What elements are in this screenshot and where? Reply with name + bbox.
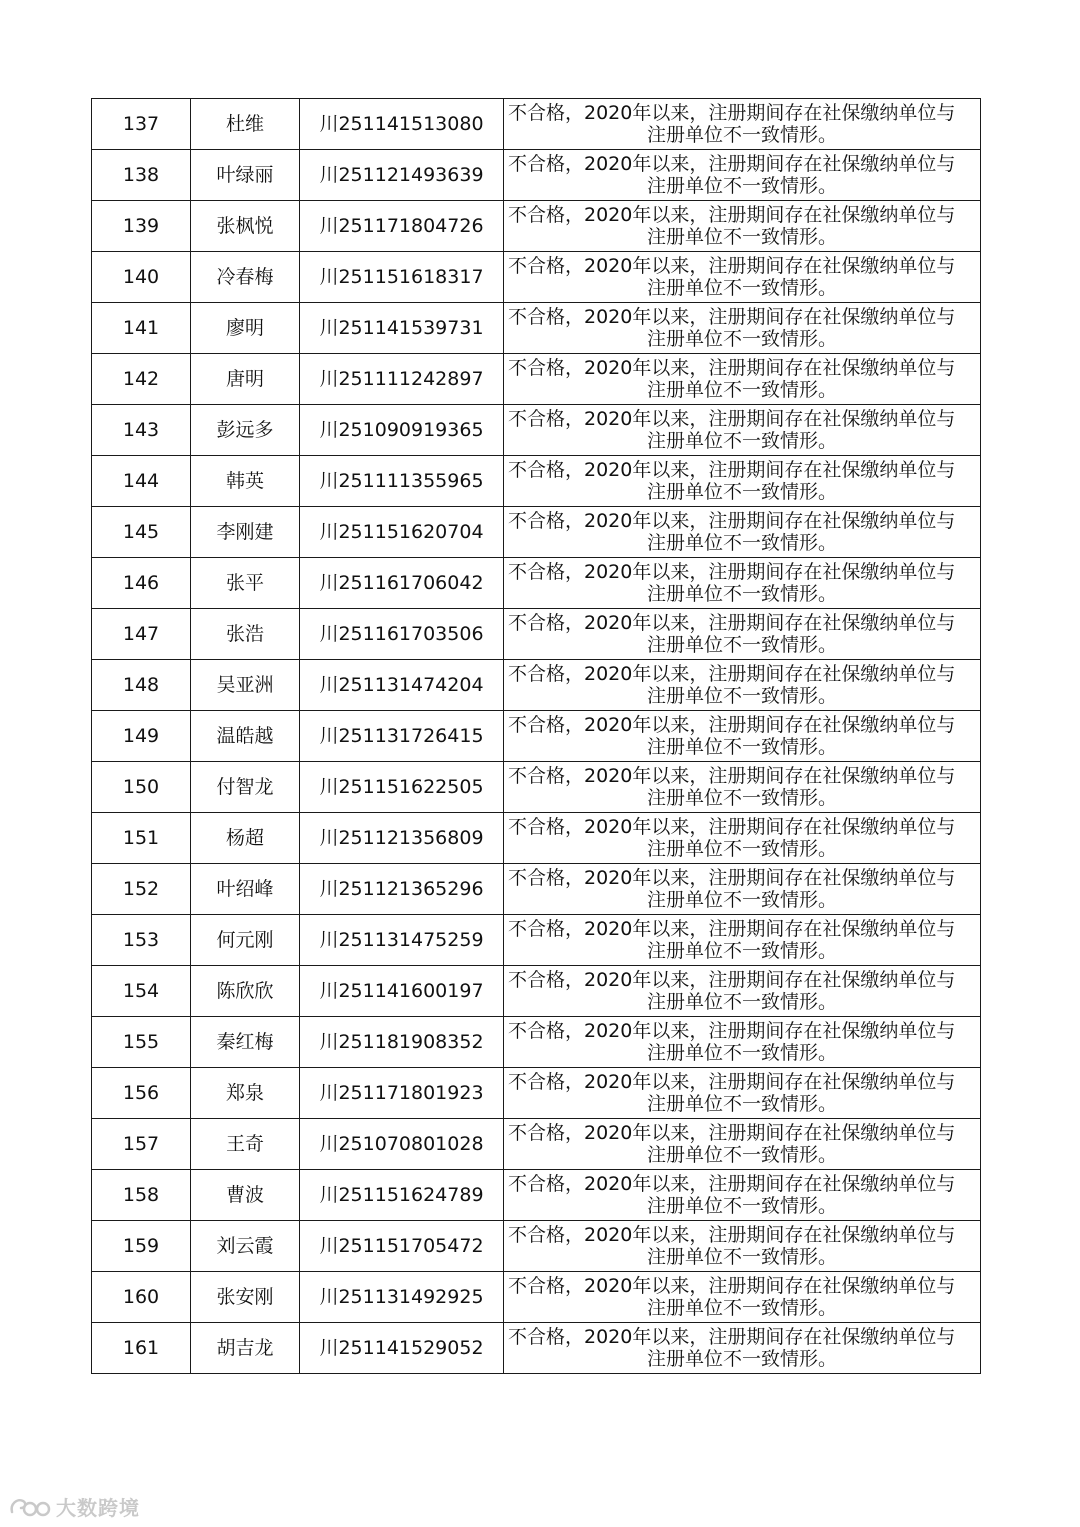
registration-number: 川251131474204 (300, 660, 504, 711)
person-name: 刘云霞 (191, 1221, 300, 1272)
check-result-line-2: 注册单位不一致情形。 (646, 481, 837, 503)
registration-number: 川251141529052 (300, 1323, 504, 1374)
table-row (92, 303, 981, 354)
registration-number: 川251151620704 (300, 507, 504, 558)
table-row (92, 915, 981, 966)
results-table (91, 98, 981, 1374)
person-name: 胡吉龙 (191, 1323, 300, 1374)
registration-number: 川251151705472 (300, 1221, 504, 1272)
check-result-line-1: 不合格，2020年以来，注册期间存在社保缴纳单位与 (508, 663, 956, 685)
row-number: 151 (92, 813, 191, 864)
check-result-line-2: 注册单位不一致情形。 (646, 1042, 837, 1064)
person-name: 冷春梅 (191, 252, 300, 303)
check-result (504, 1170, 981, 1221)
table-row (92, 966, 981, 1017)
registration-number: 川251161706042 (300, 558, 504, 609)
check-result-line-1: 不合格，2020年以来，注册期间存在社保缴纳单位与 (508, 1173, 956, 1195)
table-row (92, 558, 981, 609)
table-row (92, 456, 981, 507)
registration-number: 川251070801028 (300, 1119, 504, 1170)
check-result (504, 456, 981, 507)
check-result-line-2: 注册单位不一致情形。 (646, 532, 837, 554)
check-result-line-1: 不合格，2020年以来，注册期间存在社保缴纳单位与 (508, 714, 956, 736)
check-result-line-2: 注册单位不一致情形。 (646, 1297, 837, 1319)
table-row (92, 1323, 981, 1374)
person-name: 张枫悦 (191, 201, 300, 252)
check-result-line-2: 注册单位不一致情形。 (646, 685, 837, 707)
person-name: 彭远多 (191, 405, 300, 456)
check-result (504, 762, 981, 813)
check-result (504, 558, 981, 609)
registration-number: 川251131726415 (300, 711, 504, 762)
row-number: 147 (92, 609, 191, 660)
check-result (504, 1017, 981, 1068)
person-name: 杜维 (191, 99, 300, 150)
row-number: 141 (92, 303, 191, 354)
registration-number: 川251111242897 (300, 354, 504, 405)
table-row (92, 201, 981, 252)
results-table-container (91, 98, 980, 1374)
row-number: 148 (92, 660, 191, 711)
check-result-line-1: 不合格，2020年以来，注册期间存在社保缴纳单位与 (508, 255, 956, 277)
check-result-line-1: 不合格，2020年以来，注册期间存在社保缴纳单位与 (508, 102, 956, 124)
check-result-line-1: 不合格，2020年以来，注册期间存在社保缴纳单位与 (508, 867, 956, 889)
person-name: 杨超 (191, 813, 300, 864)
check-result-line-1: 不合格，2020年以来，注册期间存在社保缴纳单位与 (508, 918, 956, 940)
check-result-line-2: 注册单位不一致情形。 (646, 736, 837, 758)
registration-number: 川251141600197 (300, 966, 504, 1017)
check-result (504, 1323, 981, 1374)
table-row (92, 507, 981, 558)
row-number: 158 (92, 1170, 191, 1221)
check-result-line-1: 不合格，2020年以来，注册期间存在社保缴纳单位与 (508, 408, 956, 430)
table-row (92, 99, 981, 150)
check-result-line-2: 注册单位不一致情形。 (646, 634, 837, 656)
check-result (504, 1119, 981, 1170)
watermark-text: 大数跨境 (56, 1496, 140, 1520)
table-row (92, 1221, 981, 1272)
person-name: 付智龙 (191, 762, 300, 813)
check-result (504, 99, 981, 150)
check-result-line-1: 不合格，2020年以来，注册期间存在社保缴纳单位与 (508, 1326, 956, 1348)
table-row (92, 1272, 981, 1323)
row-number: 145 (92, 507, 191, 558)
check-result (504, 609, 981, 660)
person-name: 张浩 (191, 609, 300, 660)
registration-number: 川251181908352 (300, 1017, 504, 1068)
check-result-line-1: 不合格，2020年以来，注册期间存在社保缴纳单位与 (508, 1224, 956, 1246)
registration-number: 川251161703506 (300, 609, 504, 660)
person-name: 温皓越 (191, 711, 300, 762)
check-result (504, 201, 981, 252)
registration-number: 川251151618317 (300, 252, 504, 303)
registration-number: 川251141513080 (300, 99, 504, 150)
check-result-line-1: 不合格，2020年以来，注册期间存在社保缴纳单位与 (508, 1122, 956, 1144)
check-result (504, 1272, 981, 1323)
person-name: 曹波 (191, 1170, 300, 1221)
check-result-line-2: 注册单位不一致情形。 (646, 379, 837, 401)
check-result-line-1: 不合格，2020年以来，注册期间存在社保缴纳单位与 (508, 561, 956, 583)
registration-number: 川251121365296 (300, 864, 504, 915)
person-name: 王奇 (191, 1119, 300, 1170)
check-result-line-2: 注册单位不一致情形。 (646, 277, 837, 299)
table-row (92, 150, 981, 201)
check-result-line-2: 注册单位不一致情形。 (646, 583, 837, 605)
person-name: 秦红梅 (191, 1017, 300, 1068)
check-result-line-2: 注册单位不一致情形。 (646, 787, 837, 809)
registration-number: 川251171801923 (300, 1068, 504, 1119)
row-number: 140 (92, 252, 191, 303)
row-number: 160 (92, 1272, 191, 1323)
person-name: 叶绿丽 (191, 150, 300, 201)
row-number: 153 (92, 915, 191, 966)
check-result-line-1: 不合格，2020年以来，注册期间存在社保缴纳单位与 (508, 1071, 956, 1093)
person-name: 何元刚 (191, 915, 300, 966)
check-result (504, 150, 981, 201)
check-result (504, 966, 981, 1017)
row-number: 157 (92, 1119, 191, 1170)
person-name: 叶绍峰 (191, 864, 300, 915)
row-number: 152 (92, 864, 191, 915)
row-number: 149 (92, 711, 191, 762)
check-result-line-2: 注册单位不一致情形。 (646, 991, 837, 1013)
watermark-logo-icon (8, 1494, 52, 1520)
check-result (504, 864, 981, 915)
registration-number: 川251171804726 (300, 201, 504, 252)
table-row (92, 711, 981, 762)
registration-number: 川251141539731 (300, 303, 504, 354)
row-number: 142 (92, 354, 191, 405)
registration-number: 川251131492925 (300, 1272, 504, 1323)
table-row (92, 1119, 981, 1170)
check-result-line-2: 注册单位不一致情形。 (646, 1093, 837, 1115)
check-result-line-2: 注册单位不一致情形。 (646, 1144, 837, 1166)
row-number: 154 (92, 966, 191, 1017)
registration-number: 川251151622505 (300, 762, 504, 813)
check-result-line-2: 注册单位不一致情形。 (646, 175, 837, 197)
check-result-line-2: 注册单位不一致情形。 (646, 838, 837, 860)
check-result-line-2: 注册单位不一致情形。 (646, 1195, 837, 1217)
registration-number: 川251121493639 (300, 150, 504, 201)
check-result-line-2: 注册单位不一致情形。 (646, 940, 837, 962)
table-row (92, 1017, 981, 1068)
check-result-line-1: 不合格，2020年以来，注册期间存在社保缴纳单位与 (508, 969, 956, 991)
check-result (504, 1068, 981, 1119)
check-result-line-1: 不合格，2020年以来，注册期间存在社保缴纳单位与 (508, 612, 956, 634)
check-result-line-1: 不合格，2020年以来，注册期间存在社保缴纳单位与 (508, 357, 956, 379)
person-name: 吴亚洲 (191, 660, 300, 711)
check-result (504, 1221, 981, 1272)
row-number: 159 (92, 1221, 191, 1272)
check-result (504, 405, 981, 456)
check-result (504, 354, 981, 405)
person-name: 唐明 (191, 354, 300, 405)
table-row (92, 405, 981, 456)
check-result-line-2: 注册单位不一致情形。 (646, 889, 837, 911)
registration-number: 川251121356809 (300, 813, 504, 864)
row-number: 146 (92, 558, 191, 609)
person-name: 张平 (191, 558, 300, 609)
check-result-line-2: 注册单位不一致情形。 (646, 328, 837, 350)
row-number: 143 (92, 405, 191, 456)
check-result-line-1: 不合格，2020年以来，注册期间存在社保缴纳单位与 (508, 816, 956, 838)
check-result-line-2: 注册单位不一致情形。 (646, 430, 837, 452)
check-result (504, 507, 981, 558)
row-number: 138 (92, 150, 191, 201)
table-row (92, 1068, 981, 1119)
table-row (92, 864, 981, 915)
check-result-line-1: 不合格，2020年以来，注册期间存在社保缴纳单位与 (508, 765, 956, 787)
table-row (92, 660, 981, 711)
table-row (92, 252, 981, 303)
registration-number: 川251111355965 (300, 456, 504, 507)
check-result-line-1: 不合格，2020年以来，注册期间存在社保缴纳单位与 (508, 1020, 956, 1042)
person-name: 张安刚 (191, 1272, 300, 1323)
check-result (504, 915, 981, 966)
check-result (504, 252, 981, 303)
registration-number: 川251090919365 (300, 405, 504, 456)
row-number: 150 (92, 762, 191, 813)
check-result-line-1: 不合格，2020年以来，注册期间存在社保缴纳单位与 (508, 306, 956, 328)
results-table-body (92, 99, 981, 1374)
row-number: 137 (92, 99, 191, 150)
person-name: 陈欣欣 (191, 966, 300, 1017)
registration-number: 川251151624789 (300, 1170, 504, 1221)
check-result (504, 813, 981, 864)
row-number: 144 (92, 456, 191, 507)
watermark (8, 1492, 140, 1521)
table-row (92, 354, 981, 405)
check-result-line-1: 不合格，2020年以来，注册期间存在社保缴纳单位与 (508, 1275, 956, 1297)
registration-number: 川251131475259 (300, 915, 504, 966)
check-result-line-2: 注册单位不一致情形。 (646, 226, 837, 248)
row-number: 161 (92, 1323, 191, 1374)
check-result (504, 711, 981, 762)
check-result-line-2: 注册单位不一致情形。 (646, 1246, 837, 1268)
check-result-line-2: 注册单位不一致情形。 (646, 1348, 837, 1370)
table-row (92, 609, 981, 660)
person-name: 郑泉 (191, 1068, 300, 1119)
person-name: 李刚建 (191, 507, 300, 558)
table-row (92, 813, 981, 864)
table-row (92, 1170, 981, 1221)
check-result-line-1: 不合格，2020年以来，注册期间存在社保缴纳单位与 (508, 459, 956, 481)
check-result-line-1: 不合格，2020年以来，注册期间存在社保缴纳单位与 (508, 153, 956, 175)
check-result-line-1: 不合格，2020年以来，注册期间存在社保缴纳单位与 (508, 510, 956, 532)
check-result (504, 660, 981, 711)
check-result (504, 303, 981, 354)
check-result-line-2: 注册单位不一致情形。 (646, 124, 837, 146)
person-name: 廖明 (191, 303, 300, 354)
table-row (92, 762, 981, 813)
row-number: 155 (92, 1017, 191, 1068)
check-result-line-1: 不合格，2020年以来，注册期间存在社保缴纳单位与 (508, 204, 956, 226)
person-name: 韩英 (191, 456, 300, 507)
row-number: 156 (92, 1068, 191, 1119)
row-number: 139 (92, 201, 191, 252)
